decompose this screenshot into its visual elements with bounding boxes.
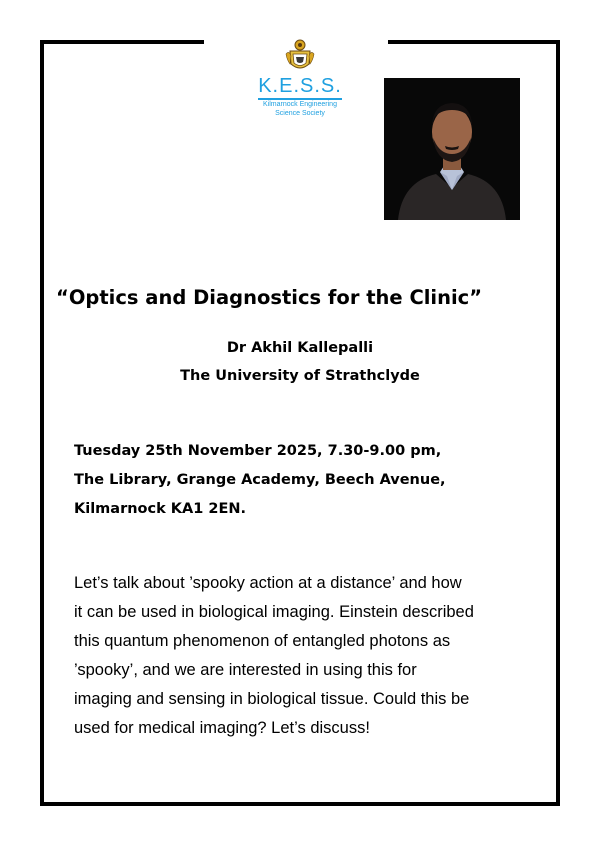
frame-top-left	[40, 40, 204, 44]
event-line: Kilmarnock KA1 2EN.	[74, 501, 247, 517]
talk-title: “Optics and Diagnostics for the Clinic”	[56, 286, 483, 309]
abstract-line: used for medical imaging? Let’s discuss!	[74, 719, 370, 737]
logo-subtitle-line-2: Science Society	[275, 110, 325, 117]
logo-subtitle-line-1: Kilmarnock Engineering	[263, 101, 337, 108]
abstract-line: ’spooky’, and we are interested in using this for	[74, 661, 417, 679]
speaker-name: Dr Akhil Kallepalli	[226, 340, 374, 356]
event-details	[74, 437, 544, 524]
abstract-line: Let’s talk about ’spooky action at a distance’ and how	[74, 574, 462, 592]
frame-top-right	[388, 40, 560, 44]
abstract-line: it can be used in biological imaging. Einstein described	[74, 603, 474, 621]
logo-rule	[258, 98, 342, 100]
kess-logo	[250, 38, 350, 120]
abstract-line: this quantum phenomenon of entangled photons as	[74, 632, 451, 650]
speaker-photo	[384, 78, 520, 220]
event-line: Tuesday 25th November 2025, 7.30-9.00 pm,	[74, 443, 442, 459]
crest-icon	[285, 38, 315, 74]
frame-left	[40, 40, 44, 806]
speaker-portrait	[384, 78, 520, 220]
frame-right	[556, 40, 560, 806]
logo-letters: K.E.S.S.	[258, 75, 342, 97]
speaker-affiliation: The University of Strathclyde	[180, 368, 420, 384]
frame-bottom	[40, 802, 560, 806]
abstract-line: imaging and sensing in biological tissue. Could this be	[74, 690, 470, 708]
event-line: The Library, Grange Academy, Beech Avenue,	[74, 472, 446, 488]
talk-abstract	[74, 569, 544, 743]
